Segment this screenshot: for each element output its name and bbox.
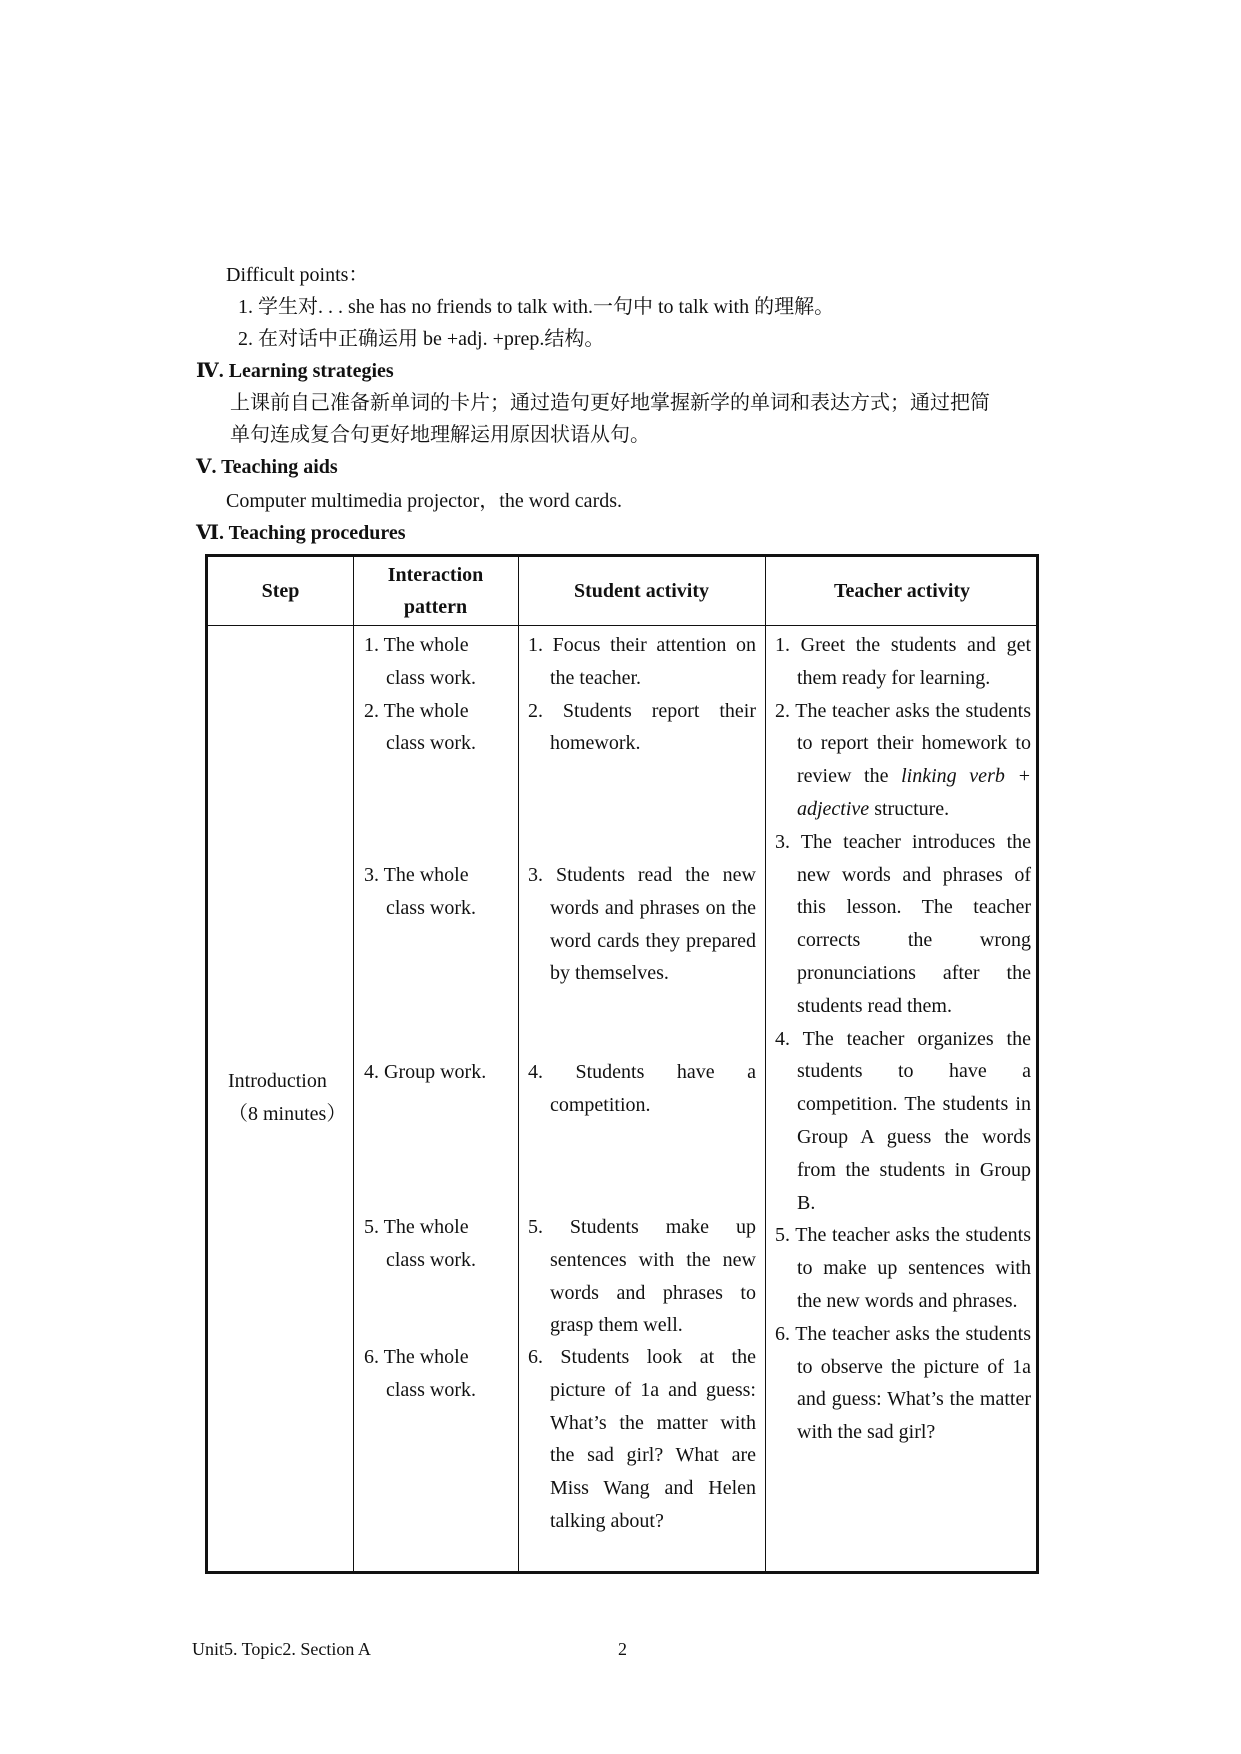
student-activity-item: 2. Students report their homework.	[528, 699, 756, 755]
student-activity-cell	[528, 629, 756, 760]
teaching-aids-text: Computer multimedia projector，the word cards.	[226, 490, 623, 512]
student-activity-item: 1. Focus their attention on the teacher.	[528, 634, 756, 689]
pattern-cell	[364, 1056, 512, 1089]
student-activity-cell	[528, 1056, 756, 1122]
section-title: Teaching aids	[221, 456, 338, 478]
learning-strategies-line-2: 单句连成复合句更好地理解运用原因状语从句。	[230, 424, 650, 446]
difficult-point-1: 1. 学生对. . . she has no friends to talk with.一句中 to talk with 的理解。	[238, 296, 835, 318]
teacher-activity-text: 2. The teacher asks the students to report their homework to review the	[775, 699, 1031, 788]
table-divider	[208, 625, 1036, 626]
header-interaction-pattern: Interaction pattern	[387, 564, 484, 618]
student-activity-cell	[528, 859, 756, 990]
section-heading-learning-strategies	[196, 358, 394, 384]
teacher-activity-item	[775, 695, 1031, 826]
teacher-activity-item: 1. Greet the students and get them ready for learning.	[775, 634, 1031, 689]
section-numeral: Ⅴ.	[196, 456, 217, 478]
section-numeral: Ⅳ.	[196, 360, 224, 382]
header-student-activity: Student activity	[574, 580, 709, 602]
header-teacher-activity: Teacher activity	[833, 580, 971, 602]
table-divider	[765, 557, 766, 1571]
teacher-activity-item: 4. The teacher organizes the students to have a competition. The students in Group A guess the words from the students in Group B.	[775, 1027, 1031, 1214]
difficult-point-2: 2. 在对话中正确运用 be +adj. +prep.结构。	[238, 328, 605, 350]
pattern-item: 1. The whole class work.	[364, 634, 476, 689]
pattern-item: 3. The whole class work.	[364, 864, 476, 919]
pattern-item: 2. The whole class work.	[364, 699, 476, 755]
section-title: Learning strategies	[228, 360, 394, 382]
pattern-item: 5. The whole class work.	[364, 1216, 476, 1271]
difficult-points-label: Difficult points：	[226, 264, 369, 286]
section-numeral: Ⅵ.	[196, 522, 224, 544]
page-number: 2	[618, 1639, 627, 1659]
student-activity-item: 6. Students look at the picture of 1a and guess: What’s the matter with the sad girl? What are Miss Wang and Helen talking about?	[528, 1346, 756, 1532]
step-name: Introduction	[228, 1070, 327, 1092]
footer-left: Unit5. Topic2. Section A	[192, 1639, 371, 1659]
student-activity-item: 5. Students make up sentences with the new words and phrases to grasp them well.	[528, 1216, 756, 1337]
section-heading-teaching-procedures	[196, 520, 406, 546]
teacher-activity-item: 6. The teacher asks the students to observe the picture of 1a and guess: What’s the matter with the sad girl?	[775, 1322, 1031, 1444]
table-divider	[518, 557, 519, 1571]
teacher-activity-cell	[775, 629, 1031, 1449]
step-cell	[228, 1065, 348, 1131]
section-heading-teaching-aids	[196, 454, 338, 480]
learning-strategies-line-1: 上课前自己准备新单词的卡片；通过造句更好地掌握新学的单词和表达方式；通过把简	[230, 392, 990, 414]
student-activity-item: 4. Students have a competition.	[528, 1061, 756, 1116]
step-time: （8 minutes）	[228, 1102, 347, 1125]
student-activity-cell	[528, 1211, 756, 1342]
table-divider	[353, 557, 354, 1571]
student-activity-cell	[528, 1341, 756, 1538]
pattern-item: 4. Group work.	[364, 1061, 487, 1083]
header-step: Step	[261, 580, 300, 602]
student-activity-item: 3. Students read the new words and phrases on the word cards they prepared by themselves.	[528, 864, 756, 985]
pattern-cell	[364, 1211, 504, 1277]
pattern-cell	[364, 859, 504, 925]
teaching-procedures-table	[205, 554, 1039, 1574]
teacher-activity-item: 3. The teacher introduces the new words and phrases of this lesson. The teacher corrects the wrong pronunciations after the students read them.	[775, 830, 1031, 1017]
teacher-activity-item: 5. The teacher asks the students to make up sentences with the new words and phrases.	[775, 1224, 1031, 1312]
section-title: Teaching procedures	[228, 522, 406, 544]
pattern-item: 6. The whole class work.	[364, 1346, 476, 1401]
teacher-activity-text: structure.	[874, 797, 950, 820]
pattern-cell	[364, 629, 504, 760]
pattern-cell	[364, 1341, 504, 1407]
teacher-activity-emphasis: linking verb + adjective	[797, 765, 1031, 820]
